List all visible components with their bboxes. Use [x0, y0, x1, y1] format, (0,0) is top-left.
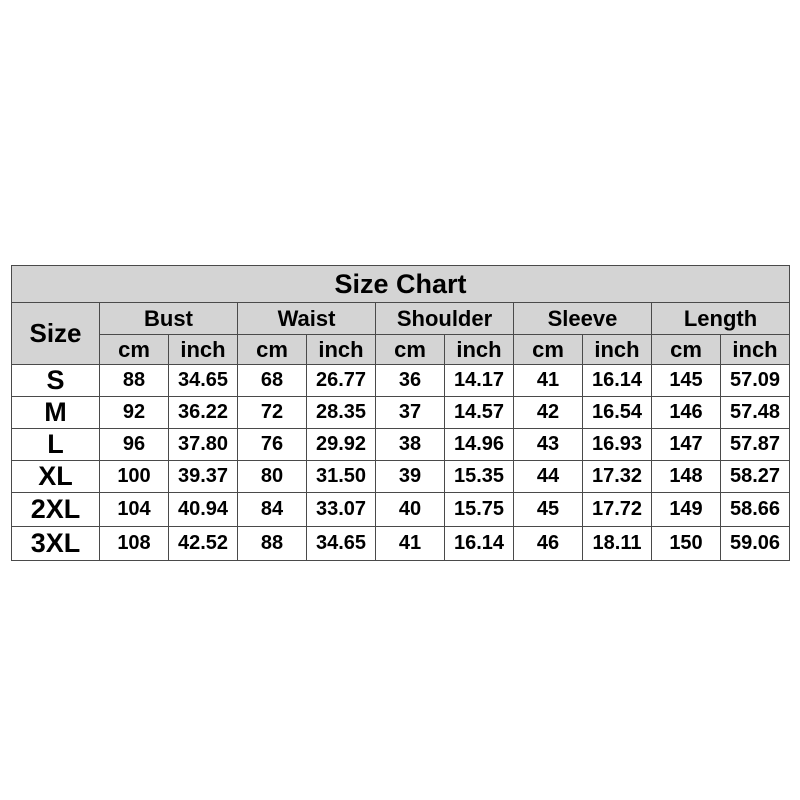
bust-inch-cell: 40.94: [169, 493, 238, 527]
shoulder-cm-cell: 37: [376, 397, 445, 429]
waist-cm-cell: 76: [238, 429, 307, 461]
bust-cm-cell: 88: [100, 365, 169, 397]
sleeve-cm-cell: 42: [514, 397, 583, 429]
bust-cm-cell: 96: [100, 429, 169, 461]
sleeve-cm-cell: 43: [514, 429, 583, 461]
group-header-sleeve: Sleeve: [514, 303, 652, 335]
sleeve-inch-cell: 16.93: [583, 429, 652, 461]
length-cm-cell: 145: [652, 365, 721, 397]
size-label: M: [12, 397, 100, 429]
unit-header-inch: inch: [169, 335, 238, 365]
table-row-m: [12, 397, 790, 429]
bust-cm-cell: 92: [100, 397, 169, 429]
group-header-length: Length: [652, 303, 790, 335]
sleeve-inch-cell: 17.72: [583, 493, 652, 527]
unit-header-inch: inch: [721, 335, 790, 365]
table-row-xl: [12, 461, 790, 493]
size-label: 2XL: [12, 493, 100, 527]
unit-header-inch: inch: [307, 335, 376, 365]
size-label: S: [12, 365, 100, 397]
waist-inch-cell: 29.92: [307, 429, 376, 461]
waist-cm-cell: 88: [238, 527, 307, 561]
shoulder-inch-cell: 16.14: [445, 527, 514, 561]
unit-header-inch: inch: [445, 335, 514, 365]
unit-header-cm: cm: [376, 335, 445, 365]
size-label: XL: [12, 461, 100, 493]
length-cm-cell: 146: [652, 397, 721, 429]
group-header-shoulder: Shoulder: [376, 303, 514, 335]
bust-cm-cell: 108: [100, 527, 169, 561]
shoulder-inch-cell: 15.75: [445, 493, 514, 527]
title-row: [12, 266, 790, 303]
table-row-l: [12, 429, 790, 461]
size-rows: [12, 365, 790, 561]
shoulder-cm-cell: 41: [376, 527, 445, 561]
bust-inch-cell: 39.37: [169, 461, 238, 493]
length-inch-cell: 58.66: [721, 493, 790, 527]
waist-cm-cell: 72: [238, 397, 307, 429]
length-cm-cell: 150: [652, 527, 721, 561]
length-cm-cell: 147: [652, 429, 721, 461]
shoulder-cm-cell: 40: [376, 493, 445, 527]
length-cm-cell: 148: [652, 461, 721, 493]
shoulder-inch-cell: 14.96: [445, 429, 514, 461]
shoulder-inch-cell: 14.17: [445, 365, 514, 397]
waist-cm-cell: 84: [238, 493, 307, 527]
unit-header-cm: cm: [238, 335, 307, 365]
sleeve-cm-cell: 41: [514, 365, 583, 397]
measurement-group-row: [12, 303, 790, 335]
shoulder-inch-cell: 14.57: [445, 397, 514, 429]
size-label: 3XL: [12, 527, 100, 561]
shoulder-cm-cell: 36: [376, 365, 445, 397]
size-column-header: Size: [12, 303, 100, 365]
unit-header-inch: inch: [583, 335, 652, 365]
sleeve-cm-cell: 44: [514, 461, 583, 493]
length-inch-cell: 57.09: [721, 365, 790, 397]
unit-header-cm: cm: [100, 335, 169, 365]
shoulder-cm-cell: 38: [376, 429, 445, 461]
sleeve-inch-cell: 17.32: [583, 461, 652, 493]
chart-title: Size Chart: [12, 266, 790, 303]
group-header-waist: Waist: [238, 303, 376, 335]
bust-inch-cell: 42.52: [169, 527, 238, 561]
bust-cm-cell: 104: [100, 493, 169, 527]
bust-cm-cell: 100: [100, 461, 169, 493]
length-inch-cell: 57.87: [721, 429, 790, 461]
group-header-bust: Bust: [100, 303, 238, 335]
length-inch-cell: 59.06: [721, 527, 790, 561]
waist-inch-cell: 31.50: [307, 461, 376, 493]
table-row-2xl: [12, 493, 790, 527]
waist-inch-cell: 26.77: [307, 365, 376, 397]
shoulder-inch-cell: 15.35: [445, 461, 514, 493]
unit-row: [12, 335, 790, 365]
sleeve-cm-cell: 45: [514, 493, 583, 527]
unit-header-cm: cm: [514, 335, 583, 365]
sleeve-inch-cell: 16.54: [583, 397, 652, 429]
sleeve-cm-cell: 46: [514, 527, 583, 561]
table-row-3xl: [12, 527, 790, 561]
length-cm-cell: 149: [652, 493, 721, 527]
length-inch-cell: 58.27: [721, 461, 790, 493]
table-row-s: [12, 365, 790, 397]
waist-cm-cell: 68: [238, 365, 307, 397]
waist-inch-cell: 34.65: [307, 527, 376, 561]
size-chart-table: [11, 265, 790, 561]
bust-inch-cell: 34.65: [169, 365, 238, 397]
sleeve-inch-cell: 18.11: [583, 527, 652, 561]
unit-header-cm: cm: [652, 335, 721, 365]
waist-cm-cell: 80: [238, 461, 307, 493]
waist-inch-cell: 33.07: [307, 493, 376, 527]
sleeve-inch-cell: 16.14: [583, 365, 652, 397]
bust-inch-cell: 37.80: [169, 429, 238, 461]
waist-inch-cell: 28.35: [307, 397, 376, 429]
length-inch-cell: 57.48: [721, 397, 790, 429]
shoulder-cm-cell: 39: [376, 461, 445, 493]
size-label: L: [12, 429, 100, 461]
bust-inch-cell: 36.22: [169, 397, 238, 429]
